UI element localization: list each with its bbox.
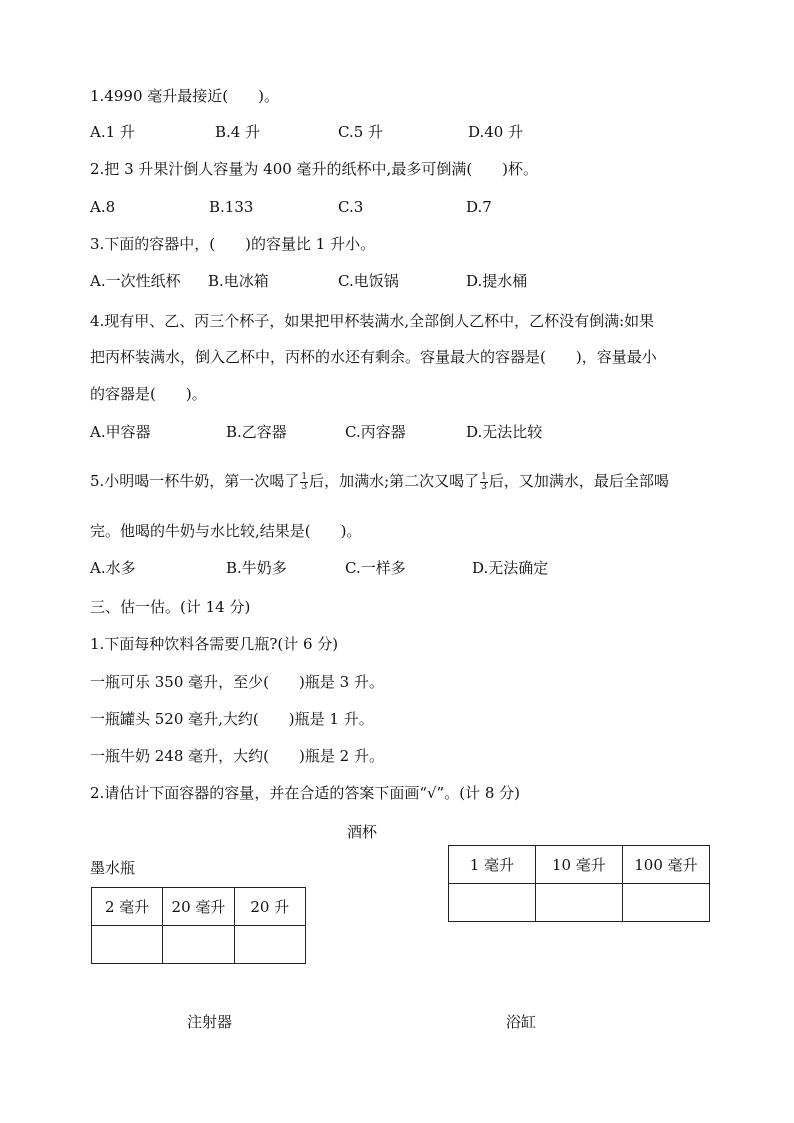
- q5-stem-part2: 后，加满水;第二次又喝了: [309, 472, 480, 490]
- q4-stem-line3: 的容器是( )。: [90, 385, 207, 403]
- q2-option-a[interactable]: A.8: [90, 198, 116, 216]
- ink-bottle-answer-2[interactable]: [163, 926, 234, 964]
- q4-stem-line2: 把丙杯装满水，倒入乙杯中，丙杯的水还有剩余。容量最大的容器是( )，容量最小: [90, 348, 657, 366]
- wine-cup-table: [448, 845, 710, 922]
- wine-cup-answer-3[interactable]: [622, 884, 709, 922]
- wine-cup-answer-2[interactable]: [535, 884, 622, 922]
- q5-stem-line1: [90, 471, 669, 492]
- fraction-numerator: 1: [301, 471, 308, 482]
- syringe-label: 注射器: [187, 1013, 233, 1031]
- ink-bottle-label: 墨水瓶: [90, 859, 136, 877]
- ink-bottle-option-1: 2 毫升: [92, 888, 163, 926]
- s3-q2-title: 2.请估计下面容器的容量，并在合适的答案下面画“√”。(计 8 分): [90, 784, 520, 802]
- q5-stem-part1: 5.小明喝一杯牛奶，第一次喝了: [90, 472, 300, 490]
- q3-option-a[interactable]: A.一次性纸杯: [90, 272, 181, 290]
- table-row: [449, 884, 710, 922]
- q1-option-a[interactable]: A.1 升: [90, 123, 135, 141]
- s3-q1-line2: 一瓶罐头 520 毫升,大约( )瓶是 1 升。: [90, 710, 374, 728]
- q1-stem: 1.4990 毫升最接近( )。: [90, 87, 279, 105]
- section3-title: 三、估一估。(计 14 分): [90, 598, 251, 616]
- q5-fraction-1: [300, 473, 308, 492]
- q2-option-c[interactable]: C.3: [338, 198, 364, 216]
- ink-bottle-option-2: 20 毫升: [163, 888, 234, 926]
- fraction-numerator: 1: [481, 471, 487, 482]
- s3-q1-line1: 一瓶可乐 350 毫升，至少( )瓶是 3 升。: [90, 673, 384, 691]
- table-row: [92, 888, 306, 926]
- q2-option-b[interactable]: B.133: [209, 198, 254, 216]
- fraction-denominator: 3: [481, 481, 487, 492]
- q2-option-d[interactable]: D.7: [466, 198, 492, 216]
- ink-bottle-table: [91, 887, 306, 964]
- q1-option-c[interactable]: C.5 升: [338, 123, 384, 141]
- ink-bottle-answer-1[interactable]: [92, 926, 163, 964]
- q5-option-a[interactable]: A.水多: [90, 559, 136, 577]
- q1-option-d[interactable]: D.40 升: [468, 123, 524, 141]
- wine-cup-option-2: 10 毫升: [535, 846, 622, 884]
- ink-bottle-option-3: 20 升: [234, 888, 305, 926]
- wine-cup-answer-1[interactable]: [449, 884, 536, 922]
- q4-option-c[interactable]: C.丙容器: [345, 423, 406, 441]
- s3-q1-title: 1.下面每种饮料各需要几瓶?(计 6 分): [90, 635, 339, 653]
- q5-option-c[interactable]: C.一样多: [345, 559, 406, 577]
- wine-cup-option-3: 100 毫升: [622, 846, 709, 884]
- q3-stem: 3.下面的容器中，( )的容量比 1 升小。: [90, 235, 376, 253]
- fraction-denominator: 3: [301, 481, 308, 492]
- wine-cup-label: 酒杯: [347, 823, 378, 841]
- q4-option-b[interactable]: B.乙容器: [226, 423, 287, 441]
- wine-cup-option-1: 1 毫升: [449, 846, 536, 884]
- q4-option-a[interactable]: A.甲容器: [90, 423, 151, 441]
- s3-q1-line3: 一瓶牛奶 248 毫升，大约( )瓶是 2 升。: [90, 747, 384, 765]
- q5-option-b[interactable]: B.牛奶多: [226, 559, 287, 577]
- q5-stem-part3: 后，又加满水，最后全部喝: [488, 472, 669, 490]
- q5-fraction-2: [480, 473, 488, 492]
- q3-option-c[interactable]: C.电饭锅: [338, 272, 399, 290]
- q3-option-d[interactable]: D.提水桶: [466, 272, 528, 290]
- q5-stem-line2: 完。他喝的牛奶与水比较,结果是( )。: [90, 522, 362, 540]
- bathtub-label: 浴缸: [506, 1013, 537, 1031]
- table-row: [92, 926, 306, 964]
- q5-option-d[interactable]: D.无法确定: [472, 559, 549, 577]
- q1-option-b[interactable]: B.4 升: [215, 123, 261, 141]
- q4-stem-line1: 4.现有甲、乙、丙三个杯子，如果把甲杯装满水,全部倒人乙杯中，乙杯没有倒满:如果: [90, 312, 655, 330]
- q4-option-d[interactable]: D.无法比较: [466, 423, 543, 441]
- ink-bottle-answer-3[interactable]: [234, 926, 305, 964]
- q3-option-b[interactable]: B.电冰箱: [208, 272, 269, 290]
- q2-stem: 2.把 3 升果汁倒人容量为 400 毫升的纸杯中,最多可倒满( )杯。: [90, 160, 539, 178]
- table-row: [449, 846, 710, 884]
